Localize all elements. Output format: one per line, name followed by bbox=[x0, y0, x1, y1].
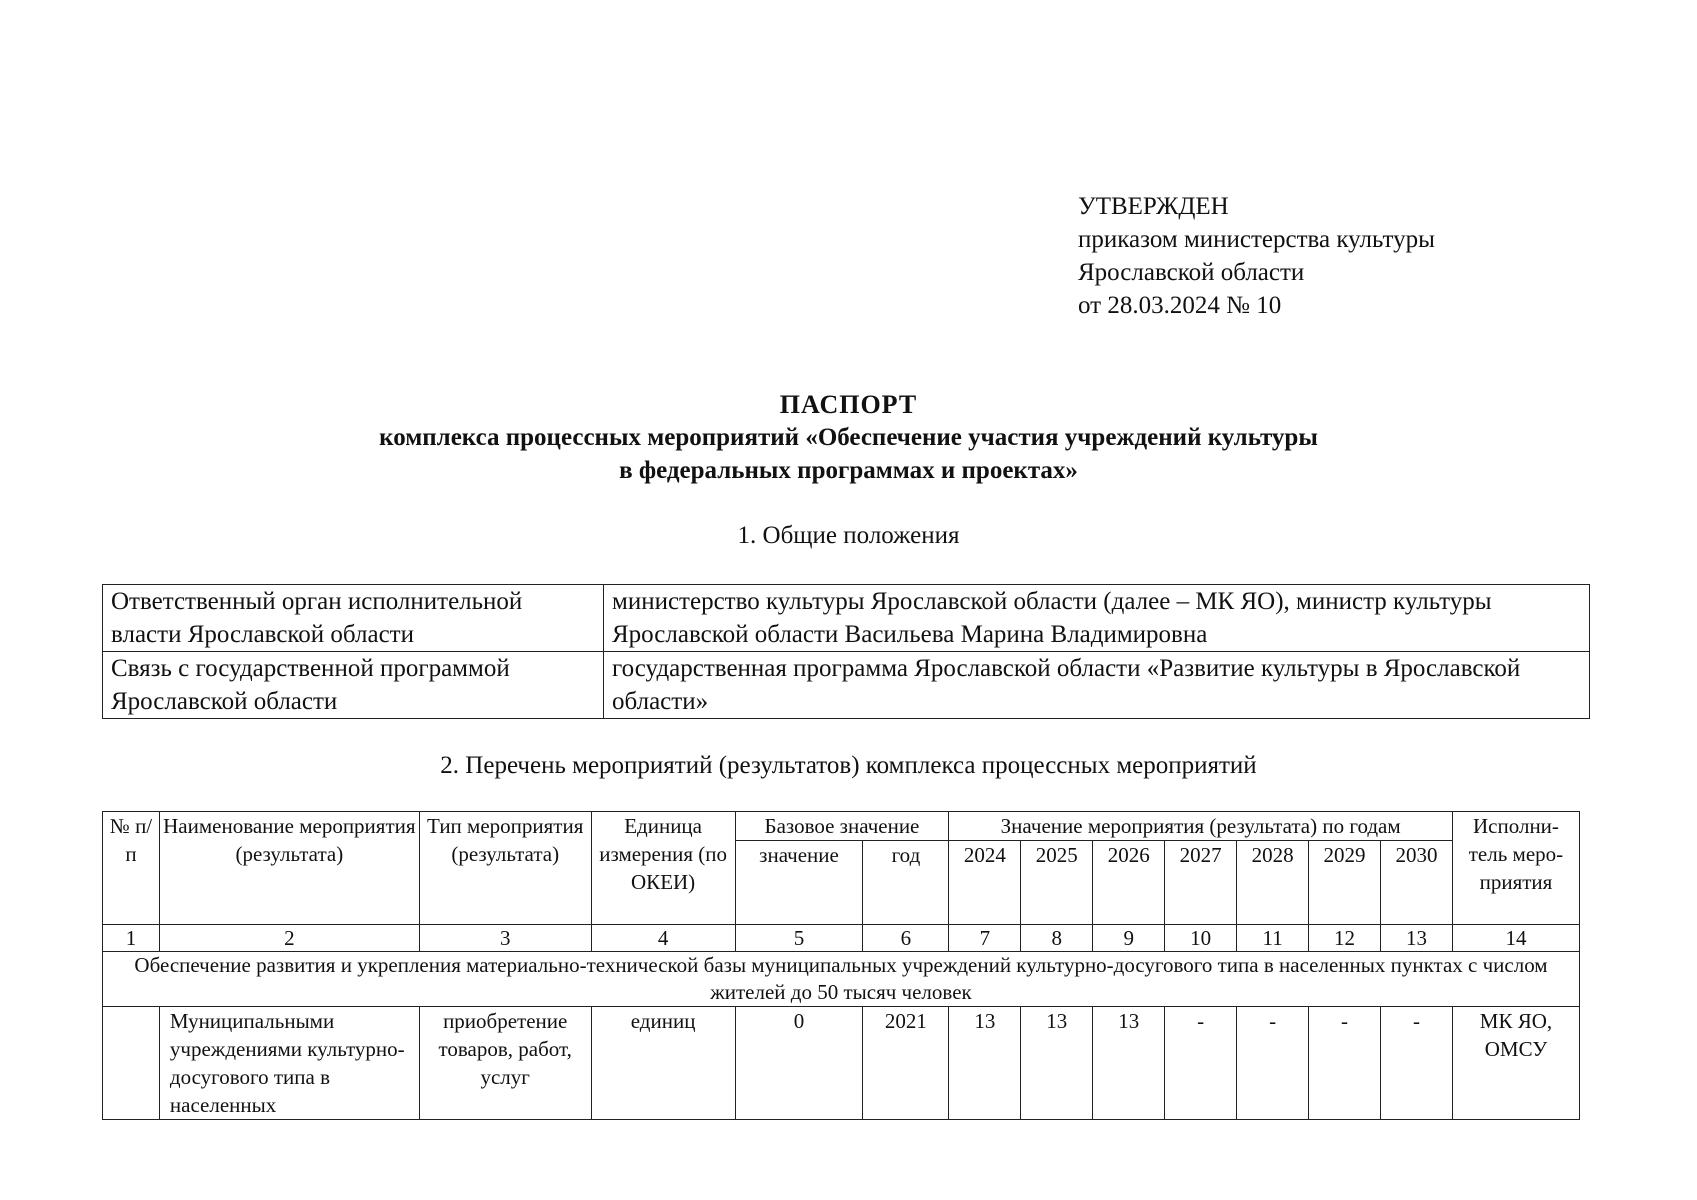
header-year: 2028 bbox=[1237, 841, 1309, 925]
column-number: 10 bbox=[1165, 925, 1237, 952]
general-row bbox=[103, 585, 1590, 652]
general-row-label: Связь с государственной программой Ярославской области bbox=[103, 652, 604, 719]
header-year: 2026 bbox=[1093, 841, 1165, 925]
column-number: 7 bbox=[949, 925, 1021, 952]
group-title: Обеспечение развития и укрепления материально-технической базы муниципальных учреждений культурно-досугового типа в населенных пунктах с числом жителей до 50 тысяч человек bbox=[103, 952, 1580, 1007]
group-row bbox=[103, 952, 1580, 1007]
header-base-year: год bbox=[863, 841, 949, 925]
header-year: 2025 bbox=[1021, 841, 1093, 925]
activities-table bbox=[102, 811, 1580, 1120]
header-num: № п/п bbox=[103, 812, 160, 925]
general-row-label: Ответственный орган исполнительной власти Ярославской области bbox=[103, 585, 604, 652]
header-year: 2030 bbox=[1381, 841, 1453, 925]
column-number: 1 bbox=[103, 925, 160, 952]
row-type: приобретение товаров, работ, услуг bbox=[419, 1007, 591, 1120]
approval-line-2: приказом министерства культуры bbox=[1078, 226, 1435, 253]
general-provisions-table bbox=[102, 584, 1590, 719]
row-year-value: - bbox=[1165, 1007, 1237, 1120]
header-name: Наименование мероприятия (результата) bbox=[159, 812, 419, 925]
header-by-years: Значение мероприятия (результата) по годам bbox=[949, 812, 1453, 841]
column-number-row bbox=[103, 925, 1580, 952]
header-base-value: значение bbox=[735, 841, 863, 925]
column-number: 6 bbox=[863, 925, 949, 952]
column-number: 11 bbox=[1237, 925, 1309, 952]
row-year-value: 13 bbox=[1093, 1007, 1165, 1120]
header-base: Базовое значение bbox=[735, 812, 949, 841]
row-base-year: 2021 bbox=[863, 1007, 949, 1120]
row-base-value: 0 bbox=[735, 1007, 863, 1120]
column-number: 5 bbox=[735, 925, 863, 952]
title-line-3: в федеральных программах и проектах» bbox=[619, 457, 1078, 484]
approval-line-1: УТВЕРЖДЕН bbox=[1078, 193, 1229, 220]
title-line-1: ПАСПОРТ bbox=[779, 390, 918, 419]
column-number: 8 bbox=[1021, 925, 1093, 952]
row-name: Муниципальными учреждениями культурно-досугового типа в населенных bbox=[159, 1007, 419, 1120]
header-type: Тип мероприятия (результата) bbox=[419, 812, 591, 925]
section-1-heading: 1. Общие положения bbox=[737, 522, 960, 549]
row-year-value: - bbox=[1309, 1007, 1381, 1120]
approval-stamp bbox=[1078, 190, 1435, 322]
column-number: 3 bbox=[419, 925, 591, 952]
column-number: 14 bbox=[1452, 925, 1579, 952]
column-number: 13 bbox=[1381, 925, 1453, 952]
header-year: 2027 bbox=[1165, 841, 1237, 925]
column-number: 12 bbox=[1309, 925, 1381, 952]
document-title bbox=[0, 388, 1697, 487]
header-row-1 bbox=[103, 812, 1580, 841]
header-unit: Единица измерения (по ОКЕИ) bbox=[591, 812, 735, 925]
row-year-value: 13 bbox=[949, 1007, 1021, 1120]
general-row bbox=[103, 652, 1590, 719]
row-num bbox=[103, 1007, 160, 1120]
column-number: 2 bbox=[159, 925, 419, 952]
general-row-value: министерство культуры Ярославской области (далее – МК ЯО), министр культуры Ярославской области Васильева Марина Владимировна bbox=[604, 585, 1590, 652]
row-unit: единиц bbox=[591, 1007, 735, 1120]
table-row bbox=[103, 1007, 1580, 1120]
column-number: 9 bbox=[1093, 925, 1165, 952]
row-executor: МК ЯО, ОМСУ bbox=[1452, 1007, 1579, 1120]
approval-line-4: от 28.03.2024 № 10 bbox=[1078, 292, 1282, 319]
title-line-2: комплекса процессных мероприятий «Обеспечение участия учреждений культуры bbox=[379, 424, 1318, 451]
row-year-value: - bbox=[1381, 1007, 1453, 1120]
header-executor: Исполни-тель меро-приятия bbox=[1452, 812, 1579, 925]
header-year: 2024 bbox=[949, 841, 1021, 925]
column-number: 4 bbox=[591, 925, 735, 952]
section-2-heading: 2. Перечень мероприятий (результатов) комплекса процессных мероприятий bbox=[440, 752, 1257, 779]
approval-line-3: Ярославской области bbox=[1078, 259, 1305, 286]
general-row-value: государственная программа Ярославской области «Развитие культуры в Ярославской области» bbox=[604, 652, 1590, 719]
row-year-value: - bbox=[1237, 1007, 1309, 1120]
header-year: 2029 bbox=[1309, 841, 1381, 925]
row-year-value: 13 bbox=[1021, 1007, 1093, 1120]
